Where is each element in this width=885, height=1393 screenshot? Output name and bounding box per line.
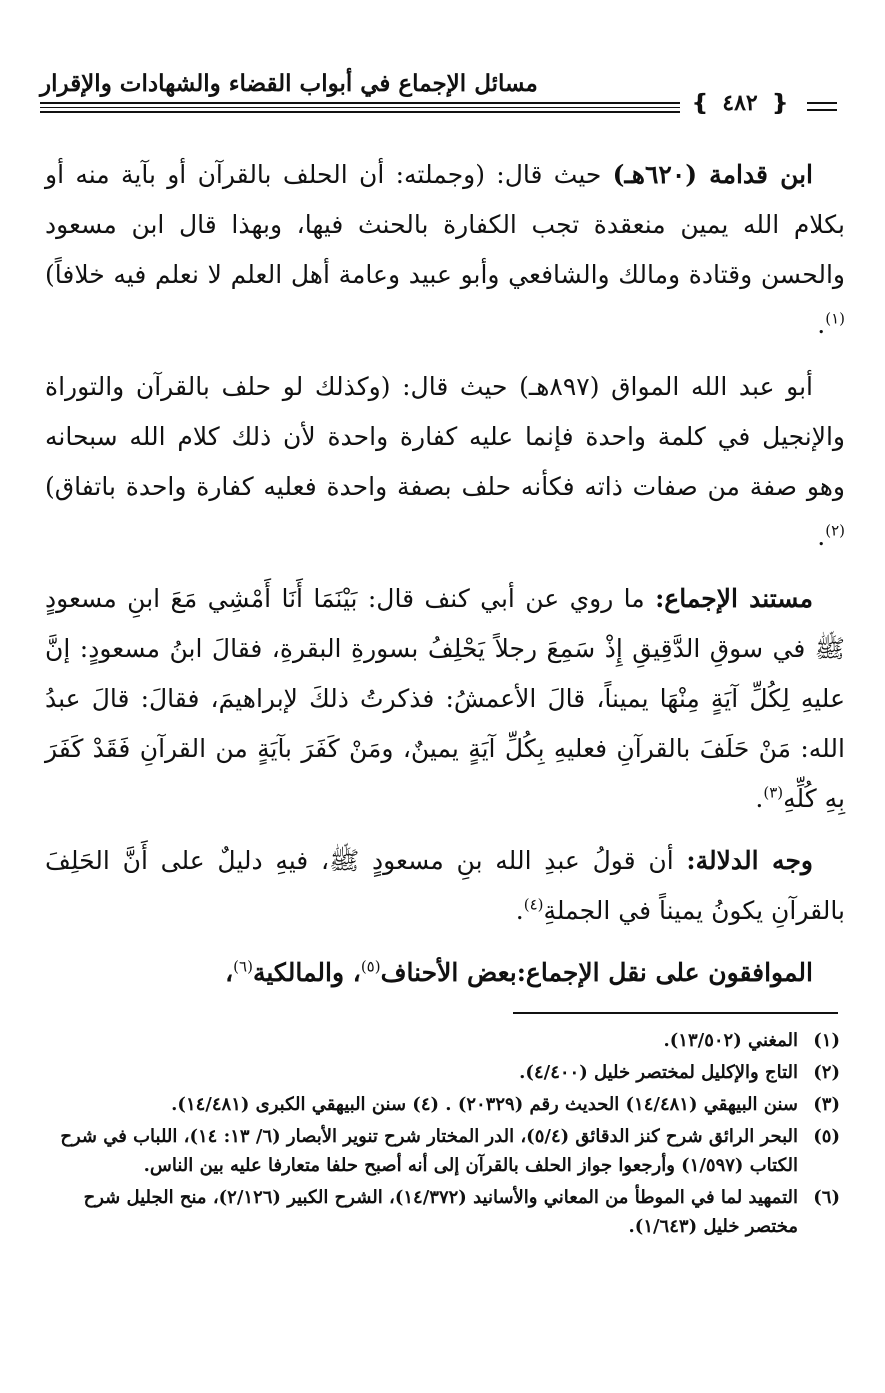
footnote-text: التمهيد لما في الموطأ من المعاني والأسانيد (١٤/٣٧٢)، الشرح الكبير (٢/١٢٦)، منح الجليل شرح مختصر خليل (١/٦٤٣). (83, 1187, 798, 1237)
header-rule-line (40, 111, 680, 113)
paragraph-text: ما روي عن أبي كنف قال: بَيْنَمَا أَنَا أَمْشِي مَعَ ابنِ مسعودٍ ﷺ في سوقِ الدَّقِيقِ إِذْ سَمِعَ رجلاً يَحْلِفُ بسورةِ البقرةِ، فقالَ ابنُ مسعودٍ: إنَّ عليهِ لِكُلِّ آيَةٍ مِنْهَا يميناً، قالَ الأعمشُ: فذكرتُ ذلكَ لإبراهيمَ، فقالَ: قالَ عبدُ الله: مَنْ حَلَفَ بالقرآنِ فعليهِ بِكُلِّ آيَةٍ يمينٌ، ومَنْ كَفَرَ بآيَةٍ من القرآنِ فَقَدْ كَفَرَ بِهِ كُلِّهِ (45, 584, 845, 813)
footnote (40, 1026, 840, 1055)
footnote (40, 1183, 840, 1241)
footnote-number: (٣) (813, 1094, 840, 1115)
paragraph-text: بعض الأحناف (380, 958, 517, 987)
paragraph-text: حيث قال: (وجملته: أن الحلف بالقرآن أو بآية منه أو بكلام الله يمين منعقدة تجب الكفارة بالحنث فيها، وبهذا قال ابن مسعود والحسن وقتادة ومالك والشافعي وأبو عبيد وعامة أهل العلم لا نعلم فيه خلافاً) (45, 160, 845, 289)
paragraph-text: ، والمالكية (252, 958, 361, 987)
header-rule-line (807, 109, 837, 111)
footnote-ref: (٦) (233, 957, 253, 976)
header-rule-line (40, 102, 680, 104)
footnote-ref: (٣) (763, 783, 784, 802)
paragraph: مستند الإجماع: ما روي عن أبي كنف قال: بَيْنَمَا أَنَا أَمْشِي مَعَ ابنِ مسعودٍ ﷺ في سوقِ الدَّقِيقِ إِذْ سَمِعَ رجلاً يَحْلِفُ بسورةِ البقرةِ، فقالَ ابنُ مسعودٍ: إنَّ عليهِ لِكُلِّ آيَةٍ مِنْهَا يميناً، قالَ الأعمشُ: فذكرتُ ذلكَ لإبراهيمَ، فقالَ: قالَ عبدُ الله: مَنْ حَلَفَ بالقرآنِ فعليهِ بِكُلِّ آيَةٍ يمينٌ، ومَنْ كَفَرَ بآيَةٍ من القرآنِ فَقَدْ كَفَرَ بِهِ كُلِّهِ$^{(٣)}$. (45, 584, 845, 813)
footnote-number: (٦) (813, 1187, 840, 1208)
footnote-ref: (٥) (360, 957, 381, 976)
footnote-text: البحر الرائق شرح كنز الدقائق (٥/٤)، الدر المختار شرح تنوير الأبصار (٦/ ١٣: ١٤)، اللباب في شرح الكتاب (١/٥٩٧) وأرجعوا جواز الحلف بالقرآن إلى أنه أصبح حلفا متعارفا عليه بين الناس. (60, 1126, 798, 1176)
paragraph-text: أن قولُ عبدِ الله بنِ مسعودٍ ﷺ، فيهِ دليلٌ على أَنَّ الحَلِفَ بالقرآنِ يكونُ يميناً في الجملةِ (45, 846, 845, 925)
footnote-text: التاج والإكليل لمختصر خليل (٤/٤٠٠). (519, 1062, 798, 1083)
footnote-divider (513, 1012, 838, 1014)
footnotes (40, 1026, 840, 1244)
footnote-text: سنن البيهقي (١٤/٤٨١) الحديث رقم (٢٠٣٢٩) . (٤) سنن البيهقي الكبرى (١٤/٤٨١). (171, 1094, 798, 1115)
footnote-number: (١) (813, 1030, 840, 1051)
paragraph-text: ، (225, 958, 234, 987)
main-text (45, 150, 845, 1010)
paragraph: أبو عبد الله المواق (٨٩٧هـ) حيث قال: (وكذلك لو حلف بالقرآن والتوراة والإنجيل في كلمة واحدة فإنما عليه كفارة واحدة لأن ذلك كلام الله سبحانه وهو صفة من صفات ذاته فكأنه حلف بصفة واحدة فعليه كفارة واحدة باتفاق)$^{(٢)}$. (45, 372, 845, 551)
paragraph-text: أبو عبد الله المواق (٨٩٧هـ) حيث قال: (وكذلك لو حلف بالقرآن والتوراة والإنجيل في كلمة واحدة فإنما عليه كفارة واحدة لأن ذلك كلام الله سبحانه وهو صفة من صفات ذاته فكأنه حلف بصفة واحدة فعليه كفارة واحدة باتفاق) (45, 372, 845, 501)
footnote-ref: (١) (825, 309, 845, 328)
header-rule-line (807, 102, 837, 104)
header-rule-line (40, 107, 680, 108)
paragraph (45, 948, 845, 998)
footnote-ref: (٢) (825, 521, 845, 540)
paragraph-lead: وجه الدلالة: (686, 846, 813, 875)
footnote-text: المغني (١٣/٥٠٢). (663, 1030, 798, 1051)
paragraph-lead: مستند الإجماع: (655, 584, 813, 613)
paragraph: وجه الدلالة: أن قولُ عبدِ الله بنِ مسعودٍ ﷺ، فيهِ دليلٌ على أَنَّ الحَلِفَ بالقرآنِ يكونُ يميناً في الجملةِ$^{(٤)}$. (45, 846, 845, 925)
footnote (40, 1058, 840, 1087)
running-header-title: مسائل الإجماع في أبواب القضاء والشهادات والإقرار (40, 70, 538, 97)
footnote (40, 1122, 840, 1180)
footnote-ref: (٤) (523, 895, 544, 914)
footnote (40, 1090, 840, 1119)
paragraph: ابن قدامة (٦٢٠هـ) حيث قال: (وجملته: أن الحلف بالقرآن أو بآية منه أو بكلام الله يمين منعقدة تجب الكفارة بالحنث فيها، وبهذا قال ابن مسعود والحسن وقتادة ومالك والشافعي وأبو عبيد وعامة أهل العلم لا نعلم فيه خلافاً)$^{(١)}$. (45, 160, 845, 339)
page-number: ❴ ٤٨٢ ❵ (685, 88, 795, 118)
paragraph-lead: الموافقون على نقل الإجماع: (516, 958, 813, 987)
footnote-number: (٢) (813, 1062, 840, 1083)
footnote-number: (٥) (813, 1126, 840, 1147)
paragraph-lead: ابن قدامة (٦٢٠هـ) (612, 160, 813, 189)
